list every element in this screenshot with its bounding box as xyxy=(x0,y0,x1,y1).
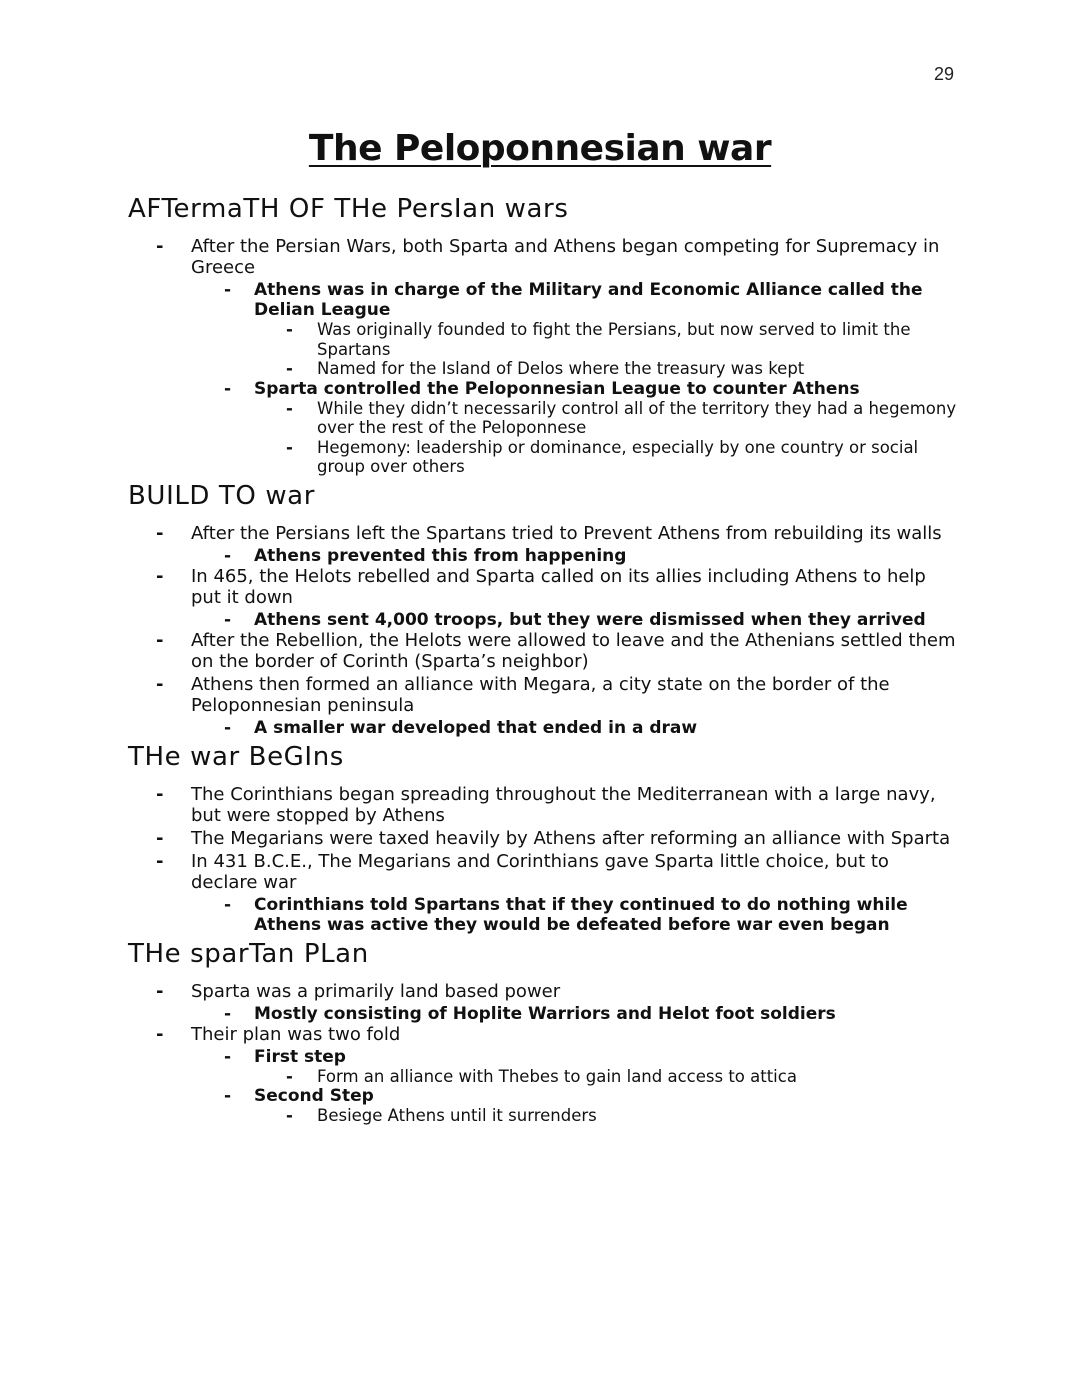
bullet-text: After the Persian Wars, both Sparta and Athens began competing for Supremacy in Greece xyxy=(191,236,940,278)
document-body xyxy=(128,190,958,1126)
bullet-dash: - xyxy=(224,545,232,566)
bullet-item xyxy=(128,718,958,738)
bullet-dash: - xyxy=(156,629,164,651)
bullet-text: Named for the Island of Delos where the treasury was kept xyxy=(317,359,805,378)
section-heading: THe sparTan PLan xyxy=(128,938,369,969)
bullet-item xyxy=(128,320,958,359)
section-aftermath xyxy=(128,190,958,477)
bullet-item xyxy=(128,546,958,566)
bullet-text: Hegemony: leadership or dominance, especially by one country or social group over others xyxy=(317,437,919,476)
bullet-item xyxy=(128,566,958,608)
bullet-item xyxy=(128,1047,958,1067)
bullet-text: In 465, the Helots rebelled and Sparta called on its allies including Athens to help put it down xyxy=(191,565,926,608)
bullet-dash: - xyxy=(224,609,232,630)
bullet-item xyxy=(128,1086,958,1106)
bullet-text: Athens was in charge of the Military and Economic Alliance called the Delian League xyxy=(254,280,923,320)
bullet-text: After the Rebellion, the Helots were allowed to leave and the Athenians settled them on the border of Corinth (Sparta’s neighbor) xyxy=(191,629,956,672)
bullet-item xyxy=(128,828,958,849)
section-spartan-plan xyxy=(128,935,958,1126)
bullet-item xyxy=(128,1004,958,1024)
bullet-dash: - xyxy=(156,565,164,587)
bullet-dash: - xyxy=(224,280,232,300)
bullet-dash: - xyxy=(224,378,232,399)
bullet-dash: - xyxy=(156,980,164,1002)
bullet-item xyxy=(128,280,958,320)
bullet-dash: - xyxy=(224,894,232,915)
bullet-dash: - xyxy=(224,717,232,738)
bullet-item xyxy=(128,895,958,935)
bullet-dash: - xyxy=(224,1046,232,1067)
bullet-text: While they didn’t necessarily control all of the territory they had a hegemony over the rest of the Peloponnese xyxy=(317,398,957,437)
bullet-item xyxy=(128,236,958,278)
bullet-dash: - xyxy=(156,827,164,849)
bullet-text: Athens prevented this from happening xyxy=(254,545,627,566)
bullet-text: Form an alliance with Thebes to gain land access to attica xyxy=(317,1066,797,1086)
bullet-item xyxy=(128,1024,958,1045)
bullet-item xyxy=(128,610,958,630)
bullet-item xyxy=(128,1106,958,1126)
bullet-item xyxy=(128,438,958,477)
bullet-item xyxy=(128,784,958,826)
bullet-item xyxy=(128,851,958,893)
bullet-text: Athens sent 4,000 troops, but they were dismissed when they arrived xyxy=(254,609,926,630)
section-war-begins xyxy=(128,738,958,935)
bullet-text: Athens then formed an alliance with Megara, a city state on the border of the Peloponnesian peninsula xyxy=(191,673,890,716)
bullet-text: Sparta was a primarily land based power xyxy=(191,980,561,1002)
section-build-to-war xyxy=(128,477,958,738)
bullet-dash: - xyxy=(156,236,164,257)
bullet-item xyxy=(128,981,958,1002)
bullet-dash: - xyxy=(156,673,164,695)
bullet-text: Corinthians told Spartans that if they continued to do nothing while Athens was active they would be defeated before war even began xyxy=(254,894,908,935)
bullet-dash: - xyxy=(156,783,164,805)
bullet-dash: - xyxy=(156,850,164,872)
bullet-dash: - xyxy=(286,398,293,418)
bullet-dash: - xyxy=(286,1106,293,1125)
bullet-item xyxy=(128,359,958,379)
bullet-item xyxy=(128,379,958,399)
bullet-dash: - xyxy=(224,1086,232,1106)
bullet-dash: - xyxy=(156,522,164,544)
bullet-text: After the Persians left the Spartans tried to Prevent Athens from rebuilding its walls xyxy=(191,522,942,544)
bullet-item xyxy=(128,630,958,672)
bullet-dash: - xyxy=(224,1003,232,1024)
bullet-text: Besiege Athens until it surrenders xyxy=(317,1106,597,1125)
bullet-dash: - xyxy=(286,1066,293,1086)
bullet-item xyxy=(128,674,958,716)
bullet-item xyxy=(128,399,958,438)
bullet-text: Their plan was two fold xyxy=(191,1023,401,1045)
bullet-text: In 431 B.C.E., The Megarians and Corinthians gave Sparta little choice, but to declare war xyxy=(191,850,889,893)
section-heading: AFTermaTH OF THe PersIan wars xyxy=(128,194,569,224)
page-title: The Peloponnesian war xyxy=(308,128,772,169)
section-heading: THe war BeGIns xyxy=(128,741,344,772)
section-heading: BUILD TO war xyxy=(128,480,316,511)
bullet-text: Was originally founded to fight the Persians, but now served to limit the Spartans xyxy=(317,320,911,359)
bullet-text: Mostly consisting of Hoplite Warriors and Helot foot soldiers xyxy=(254,1003,836,1024)
bullet-text: A smaller war developed that ended in a draw xyxy=(254,717,698,738)
bullet-dash: - xyxy=(156,1023,164,1045)
bullet-text: The Corinthians began spreading throughout the Mediterranean with a large navy, but were stopped by Athens xyxy=(191,783,936,826)
bullet-text: First step xyxy=(254,1046,346,1067)
bullet-text: Sparta controlled the Peloponnesian League to counter Athens xyxy=(254,378,860,399)
bullet-item xyxy=(128,1067,958,1087)
bullet-dash: - xyxy=(286,359,293,378)
bullet-item xyxy=(128,523,958,544)
bullet-dash: - xyxy=(286,320,293,339)
bullet-dash: - xyxy=(286,437,293,457)
bullet-text: The Megarians were taxed heavily by Athens after reforming an alliance with Sparta xyxy=(191,827,951,849)
page-number: 29 xyxy=(933,64,954,84)
bullet-text: Second Step xyxy=(254,1086,374,1106)
